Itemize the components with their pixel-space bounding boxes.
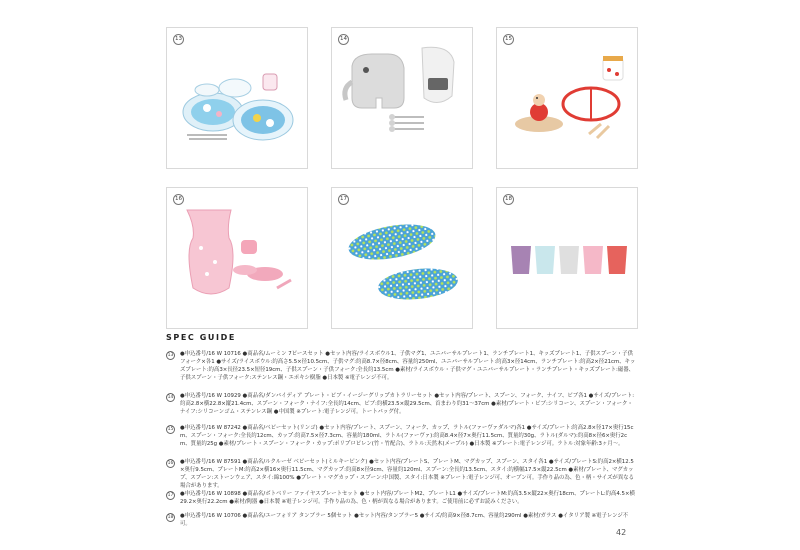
tumbler-set-image [497,188,638,329]
spec-number: 16 [167,461,174,466]
product-cell-17 [331,187,473,329]
product-cell-13 [166,27,308,169]
spec-text: ●申込番号/16 W 10898 ●商品名/ボトベリー ファイヤスプレートセット ●セット内容/プレートM2、プレートL1 ●サイズ/プレートM:約高3.5×縦22×奥行18cm、プレートL:約高4.5×横29.2×奥行22.2cm ●素材/陶器 ●日本製 ※電子レンジ可。手作り品の為、色・柄が異なる場合があります。ご使用前に必ずお読みください。 [180,491,635,505]
product-number: 14 [338,34,349,45]
product-number: 13 [173,34,184,45]
page-number: 42 [616,528,627,537]
product-cell-14 [331,27,473,169]
product-cell-16 [166,187,308,329]
product-cell-15 [496,27,638,169]
moomin-baby-dish-set-image [167,28,308,169]
spec-text: ●申込番号/16 W 87591 ●商品名/ルクルーゼ ベビーセット(ミルキーピンク) ●セット内容/プレートS、プレートM、マグカップ、スプーン、スタイ各1 ●サイズ/プレートS:約高2×横12.5×奥行9.5cm、プレートM:約高2×横16×奥行11.5cm、マグカップ:約高8×径9cm、容量約120ml、スプーン:全長約13.5cm、スタイ:約横幅17.5×縦22.5cm ●素材/プレート、マグカップ、スプーン:ストーンウェア、スタイ:綿100% ●プレート・マグカップ・スプーン:中国製、スタイ:日本製 ※プレート:電子レンジ可、オーブン可。手作り品の為、色・柄・サイズが異なる場合があります。 [180,459,634,489]
product-cell-18 [496,187,638,329]
spec-number: 18 [167,515,174,520]
spec-text: ●申込番号/16 W 10929 ●商品名/ダンバイディア プレート・ビブ・イージーグリップカトラリーセット ●セット内容/プレート、スプーン、フォーク、ナイフ、ビブ各1 ●サイズ/プレート:約高2.8×横22.8×縦21.4cm、スプーン・フォーク・ナイフ:全長約14cm、ビブ:約横23.5×縦29.5cm、首まわり約31〜37cm ●素材/プレート・ビブ:シリコーン、スプーン・フォーク・ナイフ:シリコーンゴム・ステンレス鋼 ●中国製 ※プレート:電子レンジ可。トートバッグ付。 [180,393,635,415]
spec-text: ●申込番号/16 W 10716 ●商品名/ムーミン 7ピースセット ●セット内容/ライスボウル1、子供マグ1、ユニバーサルプレート1、ランチプレート1、キッズプレート1、子供スプーン・子供フォーク×各1 ●サイズ/ライスボウル:約高さ5.5×径10.5cm、子供マグ:約高8.7×径8cm、容量約250ml、ユニバーサルプレート:約高3×径14cm、ランチプレート:約高2×径21cm、キッズプレート:約高3×長径23.5×短径19cm、子供スプーン・子供フォーク:全長約13.5cm ●素材/ライスボウル・子供マグ・ユニバーサルプレート・ランチプレート・キッズプレート:磁器、子供スプーン・子供フォーク:ステンレス鋼・エポキシ樹脂 ●日本製 ※電子レンジ不可。 [180,351,636,381]
product-number: 17 [338,194,349,205]
pink-bib-set-image [167,188,308,329]
elephant-plate-set-image [332,28,473,169]
spec-number: 14 [167,395,174,400]
spec-number: 15 [167,427,174,432]
spec-text: ●申込番号/16 W 87242 ●商品名/ベビーセット(リンゴ) ●セット内容/プレート、スプーン、フォーク、カップ、ラトル(ファーヴァダルマ)各1 ●サイズ/プレート:約高2.8×径17×奥行15cm、スプーン・フォーク:全長約12cm、カップ:約高7.5×径7.3cm、容量約180ml、ラトル(ファーヴァ):約高8.4×径7×奥行11.5cm、質量約30g、ラトル(ダルマ):約高8×径6×奥行2cm、質量約25g ●素材/プレート・スプーン・フォーク・カップ:ポリプロピレン(竹・竹配合)、ラトル:天然木(メープル) ●日本製 ※プレート:電子レンジ可。ラトル:対象年齢:3ヶ月〜。 [180,425,634,447]
product-number: 18 [503,194,514,205]
product-number: 16 [173,194,184,205]
bird-baby-set-image [497,28,638,169]
spec-text: ●申込番号/16 W 10706 ●商品名/ユーフォリア タンブラー 5個セット ●セット内容/タンブラー5 ●サイズ/約高9×径8.7cm、容量約290ml ●素材/ガラス ●イタリア製 ※電子レンジ不可。 [180,513,629,527]
product-number: 15 [503,34,514,45]
spec-number: 17 [167,493,174,498]
spec-guide-title: SPEC GUIDE [166,333,236,342]
dotted-plate-set-image [332,188,473,329]
spec-number: 13 [167,353,174,358]
